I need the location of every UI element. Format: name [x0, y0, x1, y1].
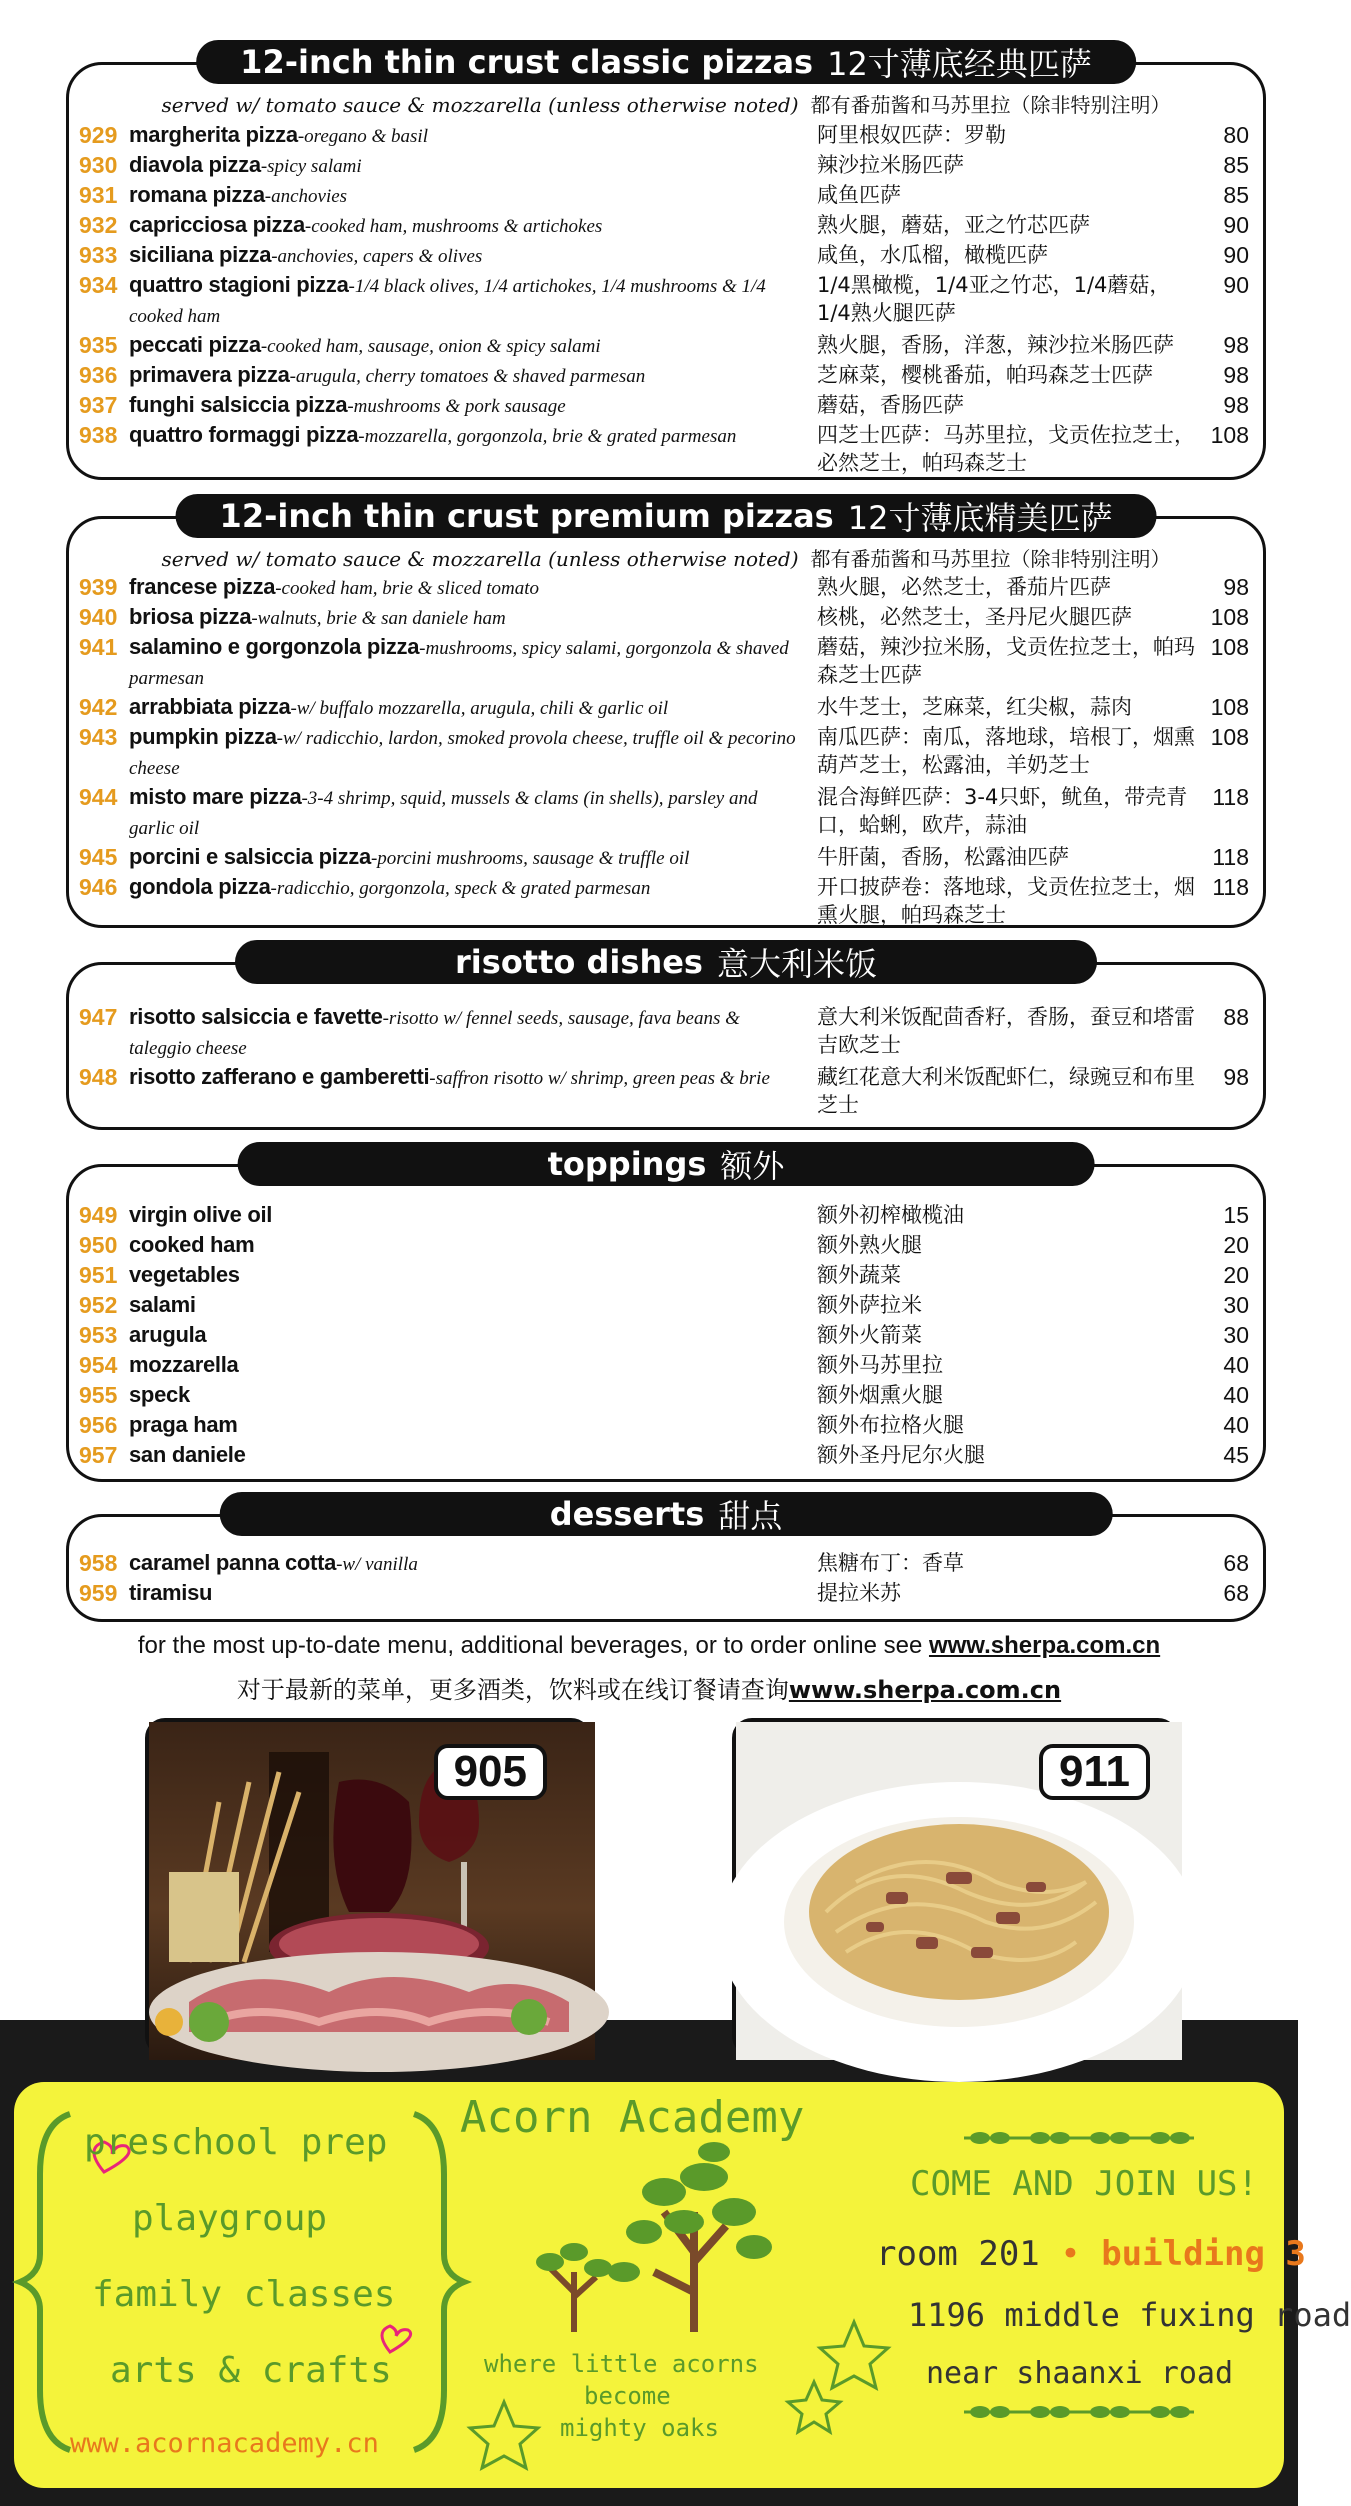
- item-name-zh: 焦糖布丁：香草: [817, 1551, 964, 1575]
- item-ingredients: -walnuts, brie & san daniele ham: [251, 608, 506, 629]
- section-title: risotto dishes: [455, 943, 703, 981]
- item-price: 45: [1223, 1442, 1249, 1468]
- section-title-zh: 12寸薄底精美匹萨: [847, 499, 1113, 537]
- item-name: vegetables: [129, 1262, 240, 1287]
- menu-item-947[interactable]: [79, 1003, 1249, 1063]
- item-price: 68: [1223, 1580, 1249, 1606]
- item-name-zh: 辣沙拉米肠匹萨: [817, 153, 964, 177]
- item-description: [129, 633, 817, 693]
- risotto-list: [79, 1003, 1249, 1119]
- section-title-zh: 甜点: [718, 1497, 783, 1535]
- item-description: [129, 331, 817, 361]
- item-price: 108: [1210, 422, 1249, 448]
- item-ingredients: -w/ buffalo mozzarella, arugula, chili & garlic oil: [290, 698, 669, 719]
- section-title: desserts: [549, 1495, 705, 1533]
- item-description: [129, 271, 817, 331]
- item-description: [129, 241, 817, 271]
- item-name-zh: 意大利米饭配茴香籽，香肠，蚕豆和塔雷吉欧芝士: [817, 1005, 1195, 1057]
- item-name-zh: 四芝士匹萨：马苏里拉，戈贡佐拉芝士，必然芝士，帕玛森芝士: [817, 423, 1195, 475]
- item-description: [129, 1411, 817, 1441]
- classic-pizzas-list: [79, 121, 1249, 477]
- ad-item: playgroup: [132, 2198, 328, 2239]
- sherpa-link[interactable]: www.sherpa.com.cn: [928, 1632, 1161, 1659]
- item-description: [129, 873, 817, 903]
- risotto-banner: [235, 940, 1097, 984]
- item-name: diavola pizza: [129, 152, 261, 177]
- item-name: risotto zafferano e gamberetti: [129, 1064, 430, 1089]
- item-price: 118: [1212, 784, 1249, 810]
- item-name-zh: 熟火腿，香肠，洋葱，辣沙拉米肠匹萨: [817, 333, 1174, 357]
- item-number: 955: [79, 1382, 118, 1408]
- item-description: [129, 843, 817, 873]
- menu-item-957[interactable]: [79, 1441, 1249, 1471]
- item-name-zh: 1/4黑橄榄，1/4亚之竹芯，1/4蘑菇，1/4熟火腿匹萨: [817, 273, 1171, 325]
- item-name: funghi salsiccia pizza: [129, 392, 348, 417]
- menu-item-943[interactable]: [79, 723, 1249, 783]
- item-price: 15: [1223, 1202, 1249, 1228]
- menu-item-929[interactable]: [79, 121, 1249, 151]
- item-ingredients: -anchovies, capers & olives: [271, 246, 483, 267]
- section-title: 12-inch thin crust classic pizzas: [240, 43, 814, 81]
- ad-item: arts & crafts: [110, 2350, 392, 2391]
- item-description: [129, 211, 817, 241]
- item-price: 20: [1223, 1262, 1249, 1288]
- acorn-url[interactable]: www.acornacademy.cn: [70, 2428, 379, 2459]
- item-price: 98: [1223, 332, 1249, 358]
- item-name: risotto salsiccia e favette: [129, 1004, 383, 1029]
- menu-item-953[interactable]: [79, 1321, 1249, 1351]
- item-number: 935: [79, 332, 118, 358]
- menu-item-954[interactable]: [79, 1351, 1249, 1381]
- item-price: 88: [1223, 1004, 1249, 1030]
- item-name: speck: [129, 1382, 190, 1407]
- item-price: 40: [1223, 1352, 1249, 1378]
- menu-item-938[interactable]: [79, 421, 1249, 477]
- item-number: 950: [79, 1232, 118, 1258]
- address-line-1: 1196 middle fuxing road: [908, 2296, 1351, 2334]
- item-ingredients: -cooked ham, mushrooms & artichokes: [304, 216, 603, 237]
- item-price: 68: [1223, 1550, 1249, 1576]
- desserts-section: [66, 1495, 1266, 1622]
- photo-911[interactable]: [732, 1718, 1178, 2056]
- item-name: praga ham: [129, 1412, 238, 1437]
- toppings-list: [79, 1201, 1249, 1471]
- item-ingredients: -spicy salami: [260, 156, 362, 177]
- item-name-zh: 额外火箭菜: [817, 1323, 922, 1347]
- ad-title: Acorn Academy: [460, 2092, 805, 2143]
- desserts-banner: [220, 1492, 1113, 1536]
- item-ingredients: -radicchio, gorgonzola, speck & grated parmesan: [270, 878, 651, 899]
- item-price: 98: [1223, 574, 1249, 600]
- item-number: 946: [79, 874, 118, 900]
- item-description: [129, 1201, 817, 1231]
- item-description: [129, 1351, 817, 1381]
- item-ingredients: -risotto w/ fennel seeds, sausage, fava beans & taleggio cheese: [129, 1008, 740, 1059]
- menu-item-950[interactable]: [79, 1231, 1249, 1261]
- section-title-zh: 额外: [720, 1147, 785, 1185]
- item-name: primavera pizza: [129, 362, 290, 387]
- item-description: [129, 573, 817, 603]
- item-name-zh: 提拉米苏: [817, 1581, 901, 1605]
- item-price: 90: [1223, 242, 1249, 268]
- item-name-zh: 混合海鲜匹萨：3-4只虾，鱿鱼，带壳青口，蛤蜊，欧芹，蒜油: [817, 785, 1188, 837]
- menu-item-952[interactable]: [79, 1291, 1249, 1321]
- classic-pizzas-section: [66, 43, 1266, 480]
- item-name: arrabbiata pizza: [129, 694, 291, 719]
- item-description: [129, 421, 817, 451]
- risotto-section: [66, 943, 1266, 1130]
- item-name-zh: 阿里根奴匹萨：罗勒: [817, 123, 1006, 147]
- item-number: 939: [79, 574, 118, 600]
- item-name: san daniele: [129, 1442, 246, 1467]
- section-title: toppings: [547, 1145, 707, 1183]
- item-description: [129, 181, 817, 211]
- item-ingredients: -mushrooms & pork sausage: [347, 396, 566, 417]
- menu-item-940[interactable]: [79, 603, 1249, 633]
- item-ingredients: -porcini mushrooms, sausage & truffle oil: [370, 848, 690, 869]
- menu-item-959[interactable]: [79, 1579, 1249, 1609]
- photo-905[interactable]: [145, 1718, 591, 2056]
- section-title-zh: 12寸薄底经典匹萨: [827, 45, 1092, 83]
- menu-item-936[interactable]: [79, 361, 1249, 391]
- item-name-zh: 南瓜匹萨：南瓜，落地球，培根丁，烟熏葫芦芝士，松露油，羊奶芝士: [817, 725, 1195, 777]
- menu-item-958[interactable]: [79, 1549, 1249, 1579]
- premium-pizzas-banner: [176, 494, 1157, 538]
- premium-pizzas-section: [66, 497, 1266, 928]
- item-description: [129, 361, 817, 391]
- tree-illustration: [536, 2142, 772, 2332]
- item-name: quattro stagioni pizza: [129, 272, 349, 297]
- item-number: 958: [79, 1550, 118, 1576]
- menu-item-948[interactable]: [79, 1063, 1249, 1119]
- item-price: 40: [1223, 1412, 1249, 1438]
- menu-item-941[interactable]: [79, 633, 1249, 693]
- menu-item-945[interactable]: [79, 843, 1249, 873]
- item-description: [129, 1441, 817, 1471]
- menu-item-944[interactable]: [79, 783, 1249, 843]
- menu-item-931[interactable]: [79, 181, 1249, 211]
- item-number: 942: [79, 694, 118, 720]
- menu-item-930[interactable]: [79, 151, 1249, 181]
- item-price: 90: [1223, 212, 1249, 238]
- item-ingredients: -arugula, cherry tomatoes & shaved parmesan: [289, 366, 646, 387]
- item-name: briosa pizza: [129, 604, 252, 629]
- item-ingredients: -1/4 black olives, 1/4 artichokes, 1/4 mushrooms & 1/4 cooked ham: [129, 276, 766, 327]
- item-price: 20: [1223, 1232, 1249, 1258]
- item-name: cooked ham: [129, 1232, 255, 1257]
- item-name: salami: [129, 1292, 196, 1317]
- classic-pizzas-banner: [196, 40, 1136, 84]
- menu-item-937[interactable]: [79, 391, 1249, 421]
- footer-en: for the most up-to-date menu, additional beverages, or to order online see www.sherpa.com.cn: [137, 1632, 1161, 1659]
- item-price: 90: [1223, 272, 1249, 298]
- item-description: [129, 693, 817, 723]
- item-price: 108: [1210, 634, 1249, 660]
- address-line-2: near shaanxi road: [926, 2356, 1234, 2391]
- sherpa-link-zh[interactable]: www.sherpa.com.cn: [788, 1676, 1062, 1704]
- item-number: 945: [79, 844, 118, 870]
- menu-item-935[interactable]: [79, 331, 1249, 361]
- item-name-zh: 额外圣丹尼尔火腿: [817, 1443, 985, 1467]
- item-name: quattro formaggi pizza: [129, 422, 359, 447]
- item-price: 108: [1210, 724, 1249, 750]
- item-price: 118: [1212, 874, 1249, 900]
- item-number: 937: [79, 392, 118, 418]
- item-price: 80: [1223, 122, 1249, 148]
- item-ingredients: -oregano & basil: [297, 126, 428, 147]
- item-ingredients: -w/ radicchio, lardon, smoked provola cheese, truffle oil & pecorino cheese: [129, 728, 796, 779]
- menu-item-955[interactable]: [79, 1381, 1249, 1411]
- item-price: 40: [1223, 1382, 1249, 1408]
- item-name: capricciosa pizza: [129, 212, 305, 237]
- toppings-banner: [238, 1142, 1095, 1186]
- item-ingredients: -mozzarella, gorgonzola, brie & grated parmesan: [358, 426, 737, 447]
- desserts-list: [79, 1549, 1249, 1609]
- item-description: [129, 723, 817, 783]
- item-description: [129, 1261, 817, 1291]
- menu-item-932[interactable]: [79, 211, 1249, 241]
- menu-item-933[interactable]: [79, 241, 1249, 271]
- item-number: 944: [79, 784, 118, 810]
- item-name-zh: 蘑菇，香肠匹萨: [817, 393, 964, 417]
- item-description: [129, 1321, 817, 1351]
- item-description: [129, 1063, 817, 1093]
- item-number: 956: [79, 1412, 118, 1438]
- item-number: 953: [79, 1322, 118, 1348]
- item-price: 108: [1210, 694, 1249, 720]
- item-number: 929: [79, 122, 118, 148]
- item-name-zh: 水牛芝士，芝麻菜，红尖椒，蒜肉: [817, 695, 1132, 719]
- item-name-zh: 蘑菇，辣沙拉米肠，戈贡佐拉芝士，帕玛森芝士匹萨: [817, 635, 1195, 687]
- menu-item-934[interactable]: [79, 271, 1249, 331]
- item-name-zh: 牛肝菌，香肠，松露油匹萨: [817, 845, 1069, 869]
- premium-pizzas-list: [79, 573, 1249, 929]
- item-name: mozzarella: [129, 1352, 239, 1377]
- ad-item: family classes: [92, 2274, 396, 2315]
- item-name: caramel panna cotta: [129, 1550, 337, 1575]
- menu-item-939[interactable]: [79, 573, 1249, 603]
- item-number: 949: [79, 1202, 118, 1228]
- item-ingredients: -cooked ham, brie & sliced tomato: [275, 578, 540, 599]
- menu-item-951[interactable]: [79, 1261, 1249, 1291]
- item-name-zh: 熟火腿，必然芝士，番茄片匹萨: [817, 575, 1111, 599]
- item-number: 948: [79, 1064, 118, 1090]
- item-name: misto mare pizza: [129, 784, 302, 809]
- menu-item-956[interactable]: [79, 1411, 1249, 1441]
- item-number: 934: [79, 272, 118, 298]
- item-name: pumpkin pizza: [129, 724, 277, 749]
- item-name-zh: 核桃，必然芝士，圣丹尼火腿匹萨: [817, 605, 1132, 629]
- item-name-zh: 咸鱼匹萨: [817, 183, 901, 207]
- item-number-badge: 911: [1039, 1744, 1150, 1800]
- item-number: 936: [79, 362, 118, 388]
- item-description: [129, 1549, 817, 1579]
- item-number: 952: [79, 1292, 118, 1318]
- item-name-zh: 额外马苏里拉: [817, 1353, 943, 1377]
- item-number: 959: [79, 1580, 118, 1606]
- item-price: 118: [1212, 844, 1249, 870]
- item-description: [129, 1291, 817, 1321]
- item-name-zh: 芝麻菜，樱桃番茄，帕玛森芝士匹萨: [817, 363, 1153, 387]
- section-title-zh: 意大利米饭: [716, 945, 877, 983]
- item-description: [129, 783, 817, 843]
- item-number: 930: [79, 152, 118, 178]
- item-description: [129, 1003, 817, 1063]
- item-name-zh: 额外蔬菜: [817, 1263, 901, 1287]
- acorn-academy-ad[interactable]: [14, 2082, 1351, 2488]
- item-name-zh: 额外熟火腿: [817, 1233, 922, 1257]
- item-name-zh: 额外烟熏火腿: [817, 1383, 943, 1407]
- item-name: porcini e salsiccia pizza: [129, 844, 371, 869]
- item-price: 98: [1223, 362, 1249, 388]
- item-name: peccati pizza: [129, 332, 261, 357]
- item-number: 941: [79, 634, 118, 660]
- item-name: virgin olive oil: [129, 1202, 273, 1227]
- item-number: 931: [79, 182, 118, 208]
- item-price: 30: [1223, 1322, 1249, 1348]
- item-name: francese pizza: [129, 574, 276, 599]
- item-name: romana pizza: [129, 182, 265, 207]
- item-name: arugula: [129, 1322, 207, 1347]
- menu-item-946[interactable]: [79, 873, 1249, 929]
- served-note: served w/ tomato sauce & mozzarella (unless otherwise noted) 都有番茄酱和马苏里拉（除非特别注明）: [161, 93, 1171, 117]
- item-price: 108: [1210, 604, 1249, 630]
- item-ingredients: -saffron risotto w/ shrimp, green peas & brie: [429, 1068, 770, 1089]
- join-text: COME AND JOIN US!: [910, 2164, 1258, 2204]
- item-price: 85: [1223, 152, 1249, 178]
- footer-zh: 对于最新的菜单，更多酒类，饮料或在线订餐请查询www.sherpa.com.cn: [236, 1676, 1062, 1704]
- item-number: 951: [79, 1262, 118, 1288]
- item-name: salamino e gorgonzola pizza: [129, 634, 420, 659]
- item-description: [129, 151, 817, 181]
- item-number: 940: [79, 604, 118, 630]
- ad-tagline: where little acorns: [484, 2350, 759, 2378]
- item-description: [129, 1231, 817, 1261]
- item-number: 943: [79, 724, 118, 750]
- item-description: [129, 391, 817, 421]
- item-ingredients: -w/ vanilla: [336, 1554, 418, 1575]
- item-name-zh: 额外布拉格火腿: [817, 1413, 964, 1437]
- menu-item-949[interactable]: [79, 1201, 1249, 1231]
- item-ingredients: -cooked ham, sausage, onion & spicy salami: [260, 336, 601, 357]
- item-number: 957: [79, 1442, 118, 1468]
- item-name-zh: 开口披萨卷：落地球，戈贡佐拉芝士，烟熏火腿，帕玛森芝士: [817, 875, 1195, 927]
- item-description: [129, 1579, 817, 1609]
- item-number: 954: [79, 1352, 118, 1378]
- item-price: 98: [1223, 1064, 1249, 1090]
- toppings-section: [66, 1145, 1266, 1482]
- ad-tagline: become: [584, 2382, 671, 2410]
- item-name: tiramisu: [129, 1580, 213, 1605]
- ad-item: preschool prep: [84, 2122, 388, 2163]
- item-name-zh: 额外萨拉米: [817, 1293, 922, 1317]
- item-ingredients: -mushrooms, spicy salami, gorgonzola & shaved parmesan: [129, 638, 789, 689]
- item-name-zh: 咸鱼，水瓜榴，橄榄匹萨: [817, 243, 1048, 267]
- menu-item-942[interactable]: [79, 693, 1249, 723]
- item-ingredients: -3-4 shrimp, squid, mussels & clams (in shells), parsley and garlic oil: [129, 788, 758, 839]
- item-description: [129, 1381, 817, 1411]
- item-name: siciliana pizza: [129, 242, 272, 267]
- ad-tagline: mighty oaks: [560, 2414, 719, 2442]
- room-text: room 201 • building 3: [876, 2234, 1306, 2274]
- item-number: 947: [79, 1004, 118, 1030]
- item-price: 30: [1223, 1292, 1249, 1318]
- item-name-zh: 额外初榨橄榄油: [817, 1203, 964, 1227]
- item-number-badge: 905: [434, 1744, 547, 1800]
- item-description: [129, 121, 817, 151]
- item-ingredients: -anchovies: [264, 186, 348, 207]
- item-description: [129, 603, 817, 633]
- item-price: 98: [1223, 392, 1249, 418]
- item-name: gondola pizza: [129, 874, 271, 899]
- served-note: served w/ tomato sauce & mozzarella (unless otherwise noted) 都有番茄酱和马苏里拉（除非特别注明）: [161, 547, 1171, 571]
- item-number: 933: [79, 242, 118, 268]
- item-name-zh: 藏红花意大利米饭配虾仁，绿豌豆和布里芝士: [817, 1065, 1195, 1117]
- item-name-zh: 熟火腿，蘑菇，亚之竹芯匹萨: [817, 213, 1090, 237]
- item-name: margherita pizza: [129, 122, 298, 147]
- item-number: 938: [79, 422, 118, 448]
- item-number: 932: [79, 212, 118, 238]
- item-price: 85: [1223, 182, 1249, 208]
- section-title: 12-inch thin crust premium pizzas: [219, 497, 834, 535]
